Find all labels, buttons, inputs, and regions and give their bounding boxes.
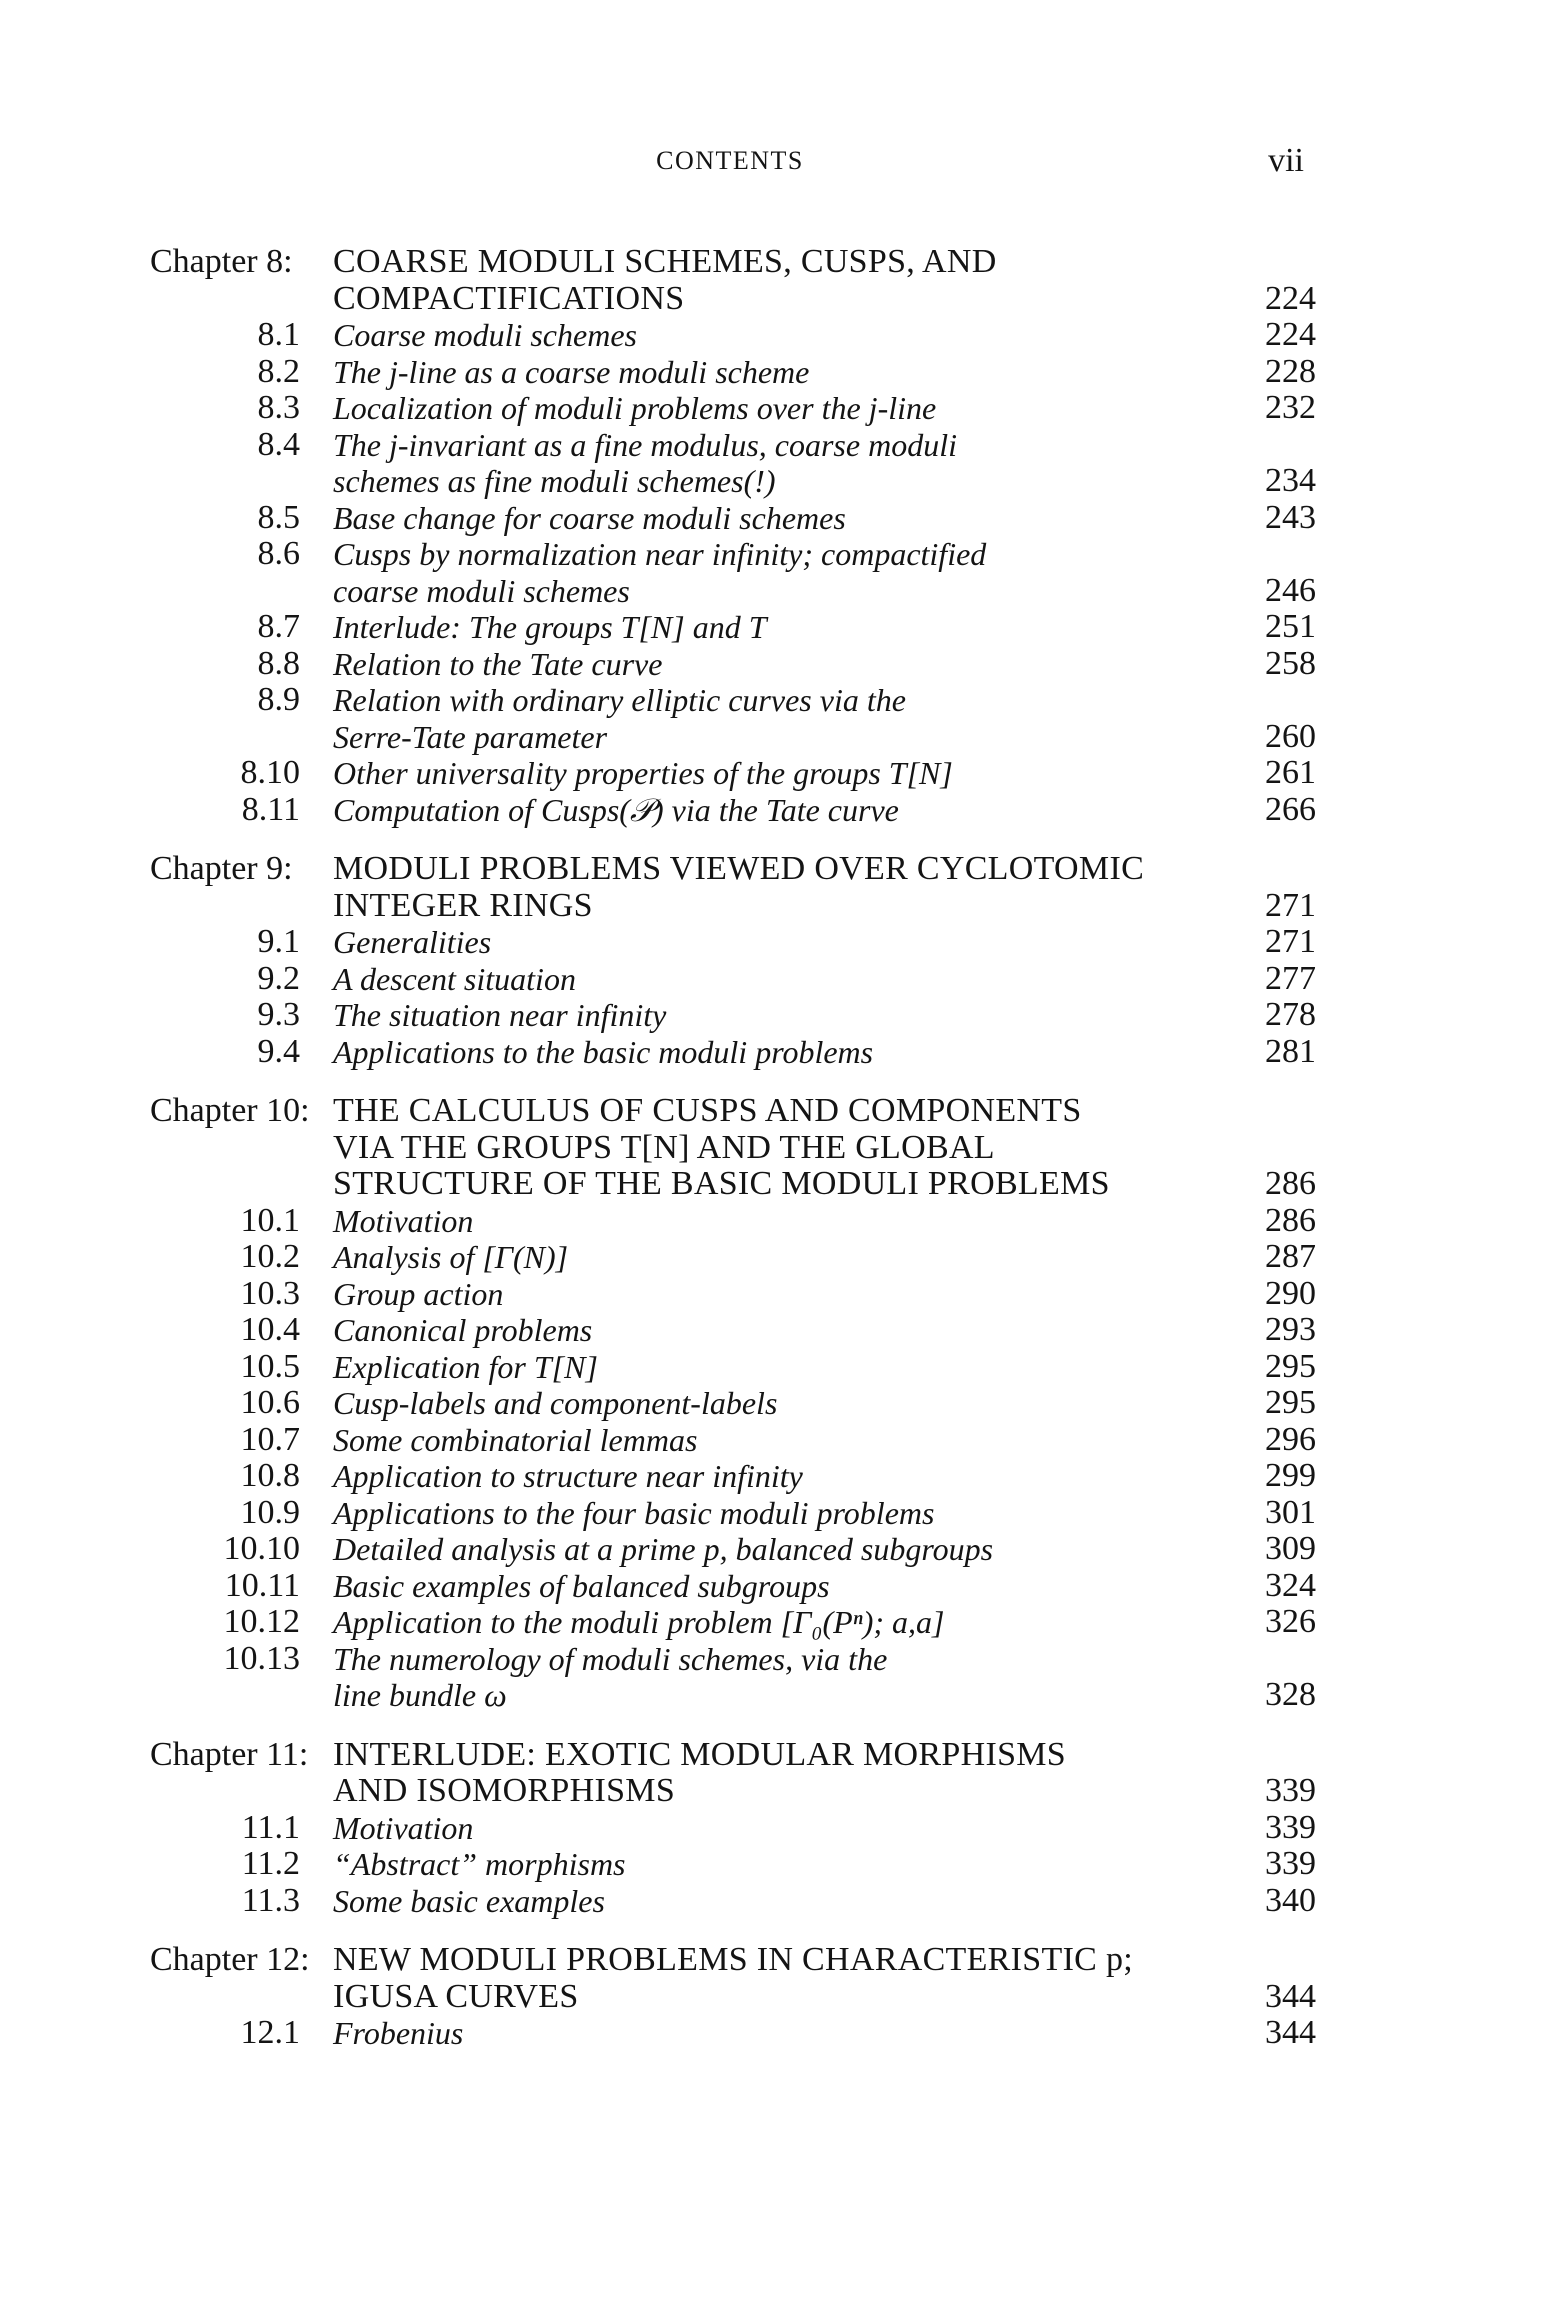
section-number: 10.9 — [240, 1493, 300, 1531]
section-number: 11.2 — [241, 1845, 300, 1882]
chapter-label: Chapter 11: — [150, 1735, 309, 1773]
section-title: Other universality properties of the groups T[N] — [333, 755, 953, 791]
section-number: 10.11 — [224, 1566, 300, 1604]
page-number: vii — [1268, 142, 1304, 179]
section-number: 10.10 — [223, 1530, 300, 1567]
chapter-title: INTEGER RINGS — [333, 886, 593, 924]
section-title: Some combinatorial lemmas — [333, 1421, 698, 1458]
page-ref: 299 — [1265, 1457, 1316, 1494]
page-ref: 344 — [1265, 2014, 1316, 2051]
section-number: 10.13 — [223, 1639, 300, 1677]
page-ref: 228 — [1265, 352, 1316, 390]
toc-entry — [0, 1495, 1544, 1532]
chapter-title: AND ISOMORPHISMS — [333, 1772, 676, 1809]
chapter-title: NEW MODULI PROBLEMS IN CHARACTERISTIC p; — [333, 1941, 1134, 1978]
toc-entry — [0, 317, 1544, 354]
toc-entry — [0, 1604, 1544, 1641]
section-title: Computation of Cusps(𝒫) via the Tate curve — [333, 791, 899, 828]
chapter-title: STRUCTURE OF THE BASIC MODULI PROBLEMS — [333, 1165, 1110, 1202]
section-title: Relation to the Tate curve — [333, 645, 663, 682]
chapter-title: MODULI PROBLEMS VIEWED OVER CYCLOTOMIC — [333, 850, 1145, 887]
page-ref: 271 — [1265, 923, 1316, 960]
section-title: coarse moduli schemes — [333, 572, 630, 609]
toc-entry — [0, 997, 1544, 1034]
page-ref: 258 — [1265, 644, 1316, 682]
toc-entry — [0, 1422, 1544, 1459]
chapter-title: INTERLUDE: EXOTIC MODULAR MORPHISMS — [333, 1735, 1067, 1773]
section-title: Cusps by normalization near infinity; compactified — [333, 536, 987, 572]
chapter-block — [0, 851, 1544, 1070]
section-title: The numerology of moduli schemes, via the — [333, 1640, 888, 1677]
section-title: Serre-Tate parameter — [333, 718, 608, 755]
section-title: Basic examples of balanced subgroups — [333, 1567, 830, 1604]
section-title: Application to structure near infinity — [333, 1458, 803, 1494]
page-ref: 266 — [1265, 790, 1316, 828]
section-title: Applications to the four basic moduli problems — [333, 1494, 935, 1531]
toc-entry — [0, 1531, 1544, 1568]
page-ref: 278 — [1265, 996, 1316, 1033]
chapter-title-row — [0, 244, 1544, 281]
section-title: Explication for T[N] — [333, 1348, 598, 1385]
section-number: 8.11 — [241, 790, 300, 828]
chapter-title: IGUSA CURVES — [333, 1977, 579, 2015]
chapter-title-row — [0, 851, 1544, 888]
chapter-title-row — [0, 1979, 1544, 2016]
toc-entry — [0, 755, 1544, 792]
section-title: The j-invariant as a fine modulus, coarse moduli — [333, 426, 957, 463]
chapter-title-row — [0, 1773, 1544, 1810]
toc-entry — [0, 1810, 1544, 1847]
chapter-title: COARSE MODULI SCHEMES, CUSPS, AND — [333, 243, 997, 280]
toc-entry — [0, 1677, 1544, 1714]
section-title: Analysis of [Γ(N)] — [333, 1239, 569, 1275]
page-ref: 301 — [1265, 1493, 1316, 1531]
section-title: Canonical problems — [333, 1312, 593, 1348]
section-number: 8.9 — [257, 681, 300, 718]
running-head: CONTENTS — [656, 146, 804, 175]
page-ref: 328 — [1265, 1676, 1316, 1713]
page-ref: 339 — [1265, 1772, 1316, 1809]
section-number: 10.2 — [240, 1238, 300, 1275]
section-title: A descent situation — [333, 960, 576, 997]
chapter-title: VIA THE GROUPS T[N] AND THE GLOBAL — [333, 1128, 995, 1166]
section-number: 9.2 — [257, 959, 300, 997]
toc-entry — [0, 1239, 1544, 1276]
section-number: 8.8 — [257, 644, 300, 682]
section-number: 10.7 — [240, 1420, 300, 1458]
chapter-title-row — [0, 1093, 1544, 1130]
toc-entry — [0, 2015, 1544, 2052]
toc-entry — [0, 1349, 1544, 1386]
page-header — [0, 142, 1544, 182]
toc-entry — [0, 354, 1544, 391]
toc-entry — [0, 1883, 1544, 1920]
section-title: Detailed analysis at a prime p, balanced subgroups — [333, 1531, 994, 1567]
chapter-label: Chapter 9: — [150, 850, 293, 887]
section-number: 9.1 — [257, 923, 300, 960]
chapter-label: Chapter 12: — [150, 1941, 310, 1978]
section-number: 10.4 — [240, 1311, 300, 1348]
toc-entry — [0, 719, 1544, 756]
toc-entry — [0, 1385, 1544, 1422]
section-title: Coarse moduli schemes — [333, 317, 637, 353]
chapter-block — [0, 244, 1544, 828]
page-ref: 251 — [1265, 608, 1316, 645]
section-number: 8.10 — [240, 754, 300, 791]
page-ref: 232 — [1265, 389, 1316, 426]
chapter-title-row — [0, 1166, 1544, 1203]
section-number: 10.3 — [240, 1274, 300, 1312]
section-number: 9.3 — [257, 996, 300, 1033]
section-title: Motivation — [333, 1809, 474, 1846]
section-title: Applications to the basic moduli problems — [333, 1033, 874, 1070]
page-ref: 344 — [1265, 1977, 1316, 2015]
toc-entry — [0, 682, 1544, 719]
page-ref: 261 — [1265, 754, 1316, 791]
page-ref: 287 — [1265, 1238, 1316, 1275]
section-number: 8.4 — [257, 425, 300, 463]
section-number: 10.5 — [240, 1347, 300, 1385]
section-number: 8.5 — [257, 498, 300, 536]
section-number: 8.3 — [257, 389, 300, 426]
toc-entry — [0, 1846, 1544, 1883]
section-title: Frobenius — [333, 2015, 464, 2051]
section-number: 10.1 — [240, 1201, 300, 1239]
page-ref: 339 — [1265, 1845, 1316, 1882]
section-title: “Abstract” morphisms — [333, 1846, 626, 1882]
toc-entry — [0, 1568, 1544, 1605]
chapter-title-row — [0, 888, 1544, 925]
page-ref: 295 — [1265, 1384, 1316, 1421]
toc-entry — [0, 924, 1544, 961]
toc-entry — [0, 1312, 1544, 1349]
page-ref: 309 — [1265, 1530, 1316, 1567]
page-ref: 271 — [1265, 886, 1316, 924]
section-number: 11.3 — [241, 1881, 300, 1919]
chapter-title-row — [0, 281, 1544, 318]
section-number: 8.1 — [257, 316, 300, 353]
page-ref: 286 — [1265, 1165, 1316, 1202]
section-title: line bundle ω — [333, 1677, 507, 1713]
page-ref: 277 — [1265, 959, 1316, 997]
toc-entry — [0, 792, 1544, 829]
chapter-title-row — [0, 1737, 1544, 1774]
toc-entry — [0, 500, 1544, 537]
page-ref: 224 — [1265, 316, 1316, 353]
page-ref: 281 — [1265, 1032, 1316, 1070]
chapter-title: COMPACTIFICATIONS — [333, 279, 685, 317]
page-ref: 234 — [1265, 462, 1316, 499]
toc-entry — [0, 390, 1544, 427]
section-title: Some basic examples — [333, 1882, 605, 1919]
section-title: Base change for coarse moduli schemes — [333, 499, 846, 536]
chapter-block — [0, 1942, 1544, 2052]
section-title: Cusp-labels and component-labels — [333, 1385, 778, 1421]
section-number: 8.2 — [257, 352, 300, 390]
toc-entry — [0, 1203, 1544, 1240]
page-ref: 339 — [1265, 1808, 1316, 1846]
section-number: 12.1 — [240, 2014, 300, 2051]
page-ref: 286 — [1265, 1201, 1316, 1239]
section-number: 9.4 — [257, 1032, 300, 1070]
toc-entry — [0, 573, 1544, 610]
page-ref: 290 — [1265, 1274, 1316, 1312]
section-title: Application to the moduli problem [Γ₀(Pⁿ); a,a] — [333, 1604, 945, 1640]
toc-entry — [0, 1641, 1544, 1678]
section-number: 8.7 — [257, 608, 300, 645]
section-title: Motivation — [333, 1202, 474, 1239]
section-title: Localization of moduli problems over the j-line — [333, 390, 937, 426]
toc-entry — [0, 646, 1544, 683]
section-number: 8.6 — [257, 535, 300, 572]
chapter-block — [0, 1737, 1544, 1920]
toc-entry — [0, 427, 1544, 464]
table-of-contents — [0, 244, 1544, 2075]
chapter-title-row — [0, 1942, 1544, 1979]
section-title: Group action — [333, 1275, 504, 1312]
toc-entry — [0, 1276, 1544, 1313]
section-number: 10.8 — [240, 1457, 300, 1494]
page-ref: 224 — [1265, 279, 1316, 317]
chapter-block — [0, 1093, 1544, 1714]
toc-entry — [0, 1034, 1544, 1071]
section-number: 11.1 — [241, 1808, 300, 1846]
page-ref: 296 — [1265, 1420, 1316, 1458]
section-title: schemes as fine moduli schemes(!) — [333, 463, 776, 499]
page-ref: 260 — [1265, 717, 1316, 755]
section-title: Interlude: The groups T[N] and T — [333, 609, 767, 645]
chapter-label: Chapter 10: — [150, 1092, 310, 1129]
page-ref: 340 — [1265, 1881, 1316, 1919]
toc-entry — [0, 463, 1544, 500]
page-ref: 293 — [1265, 1311, 1316, 1348]
section-number: 10.6 — [240, 1384, 300, 1421]
page-ref: 324 — [1265, 1566, 1316, 1604]
toc-entry — [0, 1458, 1544, 1495]
toc-entry — [0, 536, 1544, 573]
page-ref: 326 — [1265, 1603, 1316, 1640]
section-title: The situation near infinity — [333, 997, 667, 1033]
page-ref: 246 — [1265, 571, 1316, 609]
page-ref: 295 — [1265, 1347, 1316, 1385]
toc-entry — [0, 609, 1544, 646]
section-title: Relation with ordinary elliptic curves via the — [333, 682, 906, 718]
toc-entry — [0, 961, 1544, 998]
section-title: The j-line as a coarse moduli scheme — [333, 353, 810, 390]
chapter-title-row — [0, 1130, 1544, 1167]
section-title: Generalities — [333, 924, 492, 960]
chapter-label: Chapter 8: — [150, 243, 293, 280]
page-ref: 243 — [1265, 498, 1316, 536]
section-number: 10.12 — [223, 1603, 300, 1640]
chapter-title: THE CALCULUS OF CUSPS AND COMPONENTS — [333, 1092, 1082, 1129]
